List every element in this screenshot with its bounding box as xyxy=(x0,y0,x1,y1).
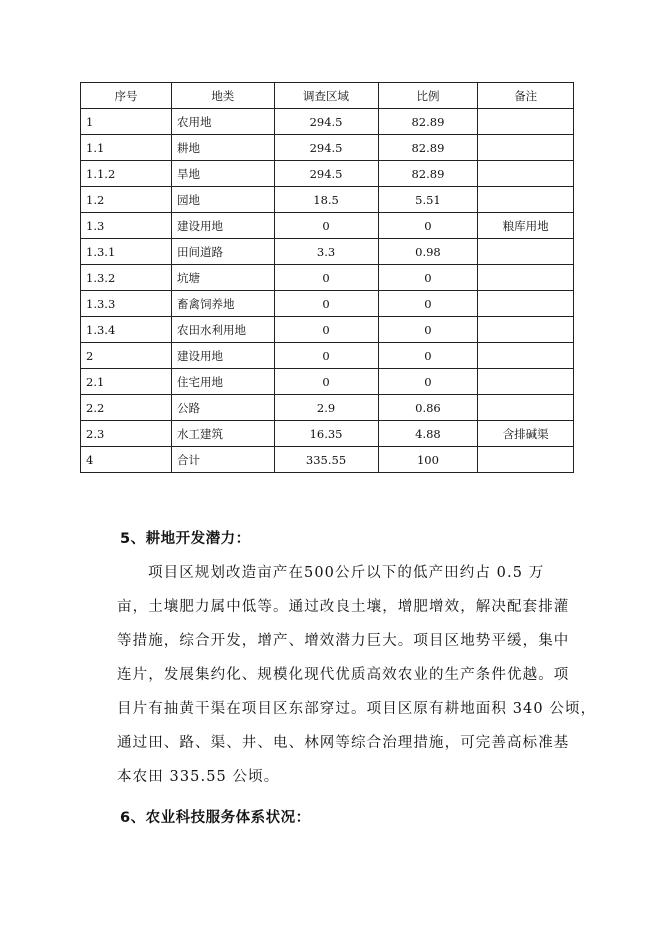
cell-note xyxy=(478,291,574,317)
paragraph-line: 等措施，综合开发，增产、增效潜力巨大。项目区地势平缓，集中 xyxy=(117,633,570,649)
cell-no: 1.3.1 xyxy=(81,239,172,265)
cell-ratio: 82.89 xyxy=(378,161,478,187)
cell-no: 1.3.3 xyxy=(81,291,172,317)
cell-ratio: 0 xyxy=(378,317,478,343)
cell-type: 公路 xyxy=(172,395,275,421)
cell-no: 4 xyxy=(81,447,172,473)
cell-no: 1.1 xyxy=(81,135,172,161)
table-row xyxy=(81,135,574,161)
cell-ratio: 0 xyxy=(378,343,478,369)
cell-area: 0 xyxy=(274,369,378,395)
cell-area: 0 xyxy=(274,213,378,239)
cell-ratio: 82.89 xyxy=(378,109,478,135)
cell-no: 1.1.2 xyxy=(81,161,172,187)
cell-area: 335.55 xyxy=(274,447,378,473)
cell-no: 1.3.4 xyxy=(81,317,172,343)
table-row xyxy=(81,395,574,421)
cell-type: 农田水利用地 xyxy=(172,317,275,343)
cell-type: 建设用地 xyxy=(172,213,275,239)
cell-note xyxy=(478,161,574,187)
cell-area: 2.9 xyxy=(274,395,378,421)
cell-note xyxy=(478,239,574,265)
cell-ratio: 0.86 xyxy=(378,395,478,421)
cell-ratio: 0.98 xyxy=(378,239,478,265)
cell-area: 294.5 xyxy=(274,109,378,135)
cell-ratio: 0 xyxy=(378,265,478,291)
cell-note xyxy=(478,317,574,343)
header-type: 地类 xyxy=(172,83,275,109)
paragraph-line: 本农田 335.55 公顷。 xyxy=(117,769,280,785)
cell-type: 合计 xyxy=(172,447,275,473)
table-row xyxy=(81,317,574,343)
cell-note xyxy=(478,395,574,421)
cell-note xyxy=(478,343,574,369)
cell-area: 0 xyxy=(274,343,378,369)
cell-note xyxy=(478,369,574,395)
cell-note xyxy=(478,187,574,213)
table-row xyxy=(81,421,574,447)
cell-ratio: 4.88 xyxy=(378,421,478,447)
land-use-table xyxy=(80,82,574,473)
table-row xyxy=(81,213,574,239)
cell-no: 2.1 xyxy=(81,369,172,395)
header-note: 备注 xyxy=(478,83,574,109)
cell-area: 3.3 xyxy=(274,239,378,265)
cell-ratio: 0 xyxy=(378,369,478,395)
header-ratio: 比例 xyxy=(378,83,478,109)
paragraph-line: 项目区规划改造亩产在500公斤以下的低产田约占 0.5 万 xyxy=(148,565,545,581)
cell-type: 住宅用地 xyxy=(172,369,275,395)
cell-area: 16.35 xyxy=(274,421,378,447)
table-row xyxy=(81,239,574,265)
cell-note xyxy=(478,265,574,291)
section5-paragraph xyxy=(117,556,597,794)
cell-no: 2 xyxy=(81,343,172,369)
cell-ratio: 5.51 xyxy=(378,187,478,213)
paragraph-line: 亩，土壤肥力属中低等。通过改良土壤，增肥增效，解决配套排灌 xyxy=(117,599,570,615)
cell-type: 畜禽饲养地 xyxy=(172,291,275,317)
cell-type: 农用地 xyxy=(172,109,275,135)
cell-ratio: 82.89 xyxy=(378,135,478,161)
cell-note xyxy=(478,109,574,135)
table-row xyxy=(81,161,574,187)
table-row xyxy=(81,447,574,473)
section5-heading: 5、耕地开发潜力： xyxy=(120,531,251,547)
cell-note xyxy=(478,447,574,473)
cell-no: 1.3 xyxy=(81,213,172,239)
cell-no: 1.3.2 xyxy=(81,265,172,291)
cell-type: 田间道路 xyxy=(172,239,275,265)
header-area: 调查区域 xyxy=(274,83,378,109)
paragraph-line: 目片有抽黄干渠在项目区东部穿过。项目区原有耕地面积 340 公顷， xyxy=(117,701,597,717)
paragraph-line: 连片，发展集约化、规模化现代优质高效农业的生产条件优越。项 xyxy=(117,667,570,683)
section6-heading: 6、农业科技服务体系状况： xyxy=(120,810,311,826)
cell-type: 耕地 xyxy=(172,135,275,161)
cell-area: 294.5 xyxy=(274,135,378,161)
cell-note: 粮库用地 xyxy=(478,213,574,239)
cell-area: 18.5 xyxy=(274,187,378,213)
table-row xyxy=(81,291,574,317)
cell-area: 0 xyxy=(274,291,378,317)
cell-type: 坑塘 xyxy=(172,265,275,291)
table-row xyxy=(81,369,574,395)
cell-area: 0 xyxy=(274,317,378,343)
cell-note xyxy=(478,135,574,161)
cell-type: 建设用地 xyxy=(172,343,275,369)
cell-type: 旱地 xyxy=(172,161,275,187)
table-row xyxy=(81,187,574,213)
cell-no: 1 xyxy=(81,109,172,135)
cell-area: 294.5 xyxy=(274,161,378,187)
table-header-row xyxy=(81,83,574,109)
cell-type: 园地 xyxy=(172,187,275,213)
cell-note: 含排碱渠 xyxy=(478,421,574,447)
cell-no: 2.3 xyxy=(81,421,172,447)
cell-no: 2.2 xyxy=(81,395,172,421)
paragraph-line: 通过田、路、渠、井、电、林网等综合治理措施，可完善高标准基 xyxy=(117,735,570,751)
header-no: 序号 xyxy=(81,83,172,109)
cell-ratio: 100 xyxy=(378,447,478,473)
cell-area: 0 xyxy=(274,265,378,291)
table-row xyxy=(81,343,574,369)
cell-ratio: 0 xyxy=(378,291,478,317)
cell-no: 1.2 xyxy=(81,187,172,213)
cell-type: 水工建筑 xyxy=(172,421,275,447)
cell-ratio: 0 xyxy=(378,213,478,239)
table-row xyxy=(81,109,574,135)
table-row xyxy=(81,265,574,291)
